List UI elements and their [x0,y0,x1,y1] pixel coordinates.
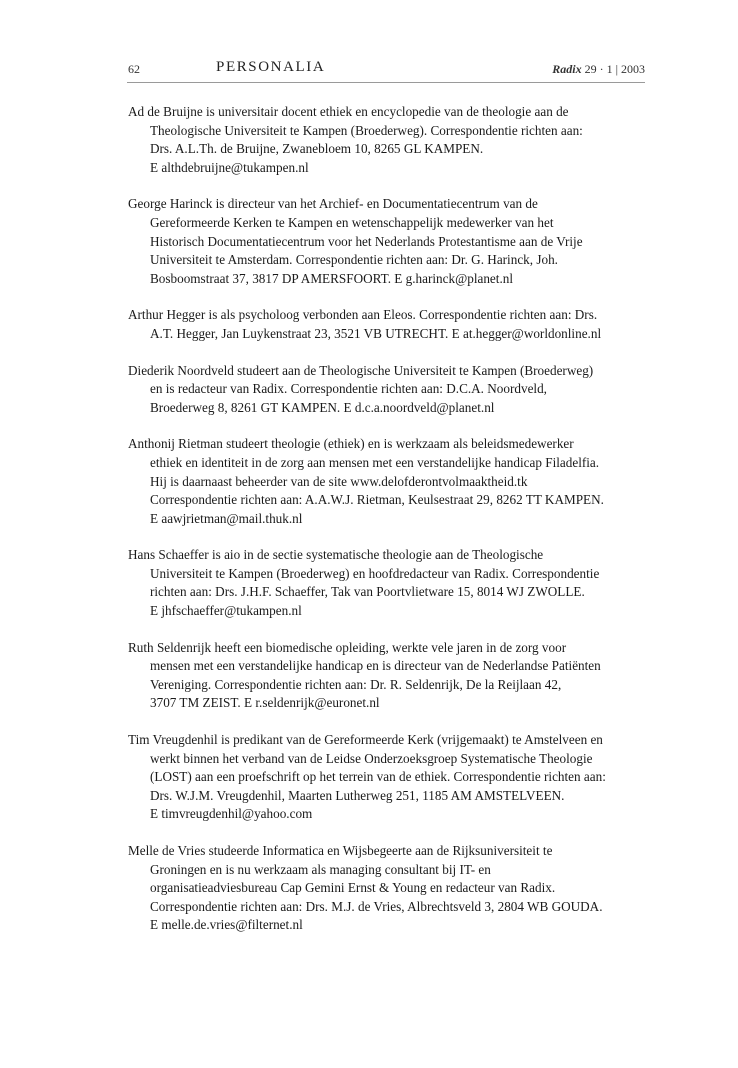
journal-name: Radix [552,62,582,76]
entry-line: A.T. Hegger, Jan Luykenstraat 23, 3521 VB UTRECHT. E at.hegger@worldonline.nl [150,325,602,341]
entry-line: Hij is daarnaast beheerder van de site www.delofderontvolmaaktheid.tk [150,473,528,489]
entry-line: en is redacteur van Radix. Correspondentie richten aan: D.C.A. Noordveld, [150,381,547,397]
entry-first-line: Arthur Hegger is als psycholoog verbonden aan Eleos. Correspondentie richten aan: Drs. [128,307,598,323]
page-number: 62 [128,62,140,76]
entry-line: Theologische Universiteit te Kampen (Broederweg). Correspondentie richten aan: [150,122,583,138]
contributor-entry [128,731,650,824]
journal-issue: 29 · 1 | 2003 [584,62,645,76]
entry-first-line: Diederik Noordveld studeert aan de Theologische Universiteit te Kampen (Broederweg) [128,362,594,378]
entry-line: E timvreugdenhil@yahoo.com [150,806,313,822]
entry-line: E althdebruijne@tukampen.nl [150,159,309,175]
entry-line: ethiek en identiteit in de zorg aan mensen met een verstandelijke handicap Filadelfia. [150,454,600,470]
entry-line: organisatieadviesbureau Cap Gemini Ernst & Young en redacteur van Radix. [150,880,556,896]
contributor-entry [128,195,650,288]
entry-line: Gereformeerde Kerken te Kampen en wetenschappelijk medewerker van het [150,214,554,230]
entry-line: Universiteit te Kampen (Broederweg) en hoofdredacteur van Radix. Correspondentie [150,565,600,581]
contributor-entry [128,842,650,935]
entry-line: Drs. A.L.Th. de Bruijne, Zwanebloem 10, 8265 GL KAMPEN. [150,141,484,157]
journal-reference [552,62,645,77]
entry-line: Vereniging. Correspondentie richten aan: Dr. R. Seldenrijk, De la Reijlaan 42, [150,676,562,692]
entry-first-line: Ad de Bruijne is universitair docent ethiek en encyclopedie van de theologie aan de [128,104,569,119]
contributor-entry [128,362,650,418]
personalia-list [128,103,650,953]
entry-line: Drs. W.J.M. Vreugdenhil, Maarten Lutherweg 251, 1185 AM AMSTELVEEN. [150,787,565,803]
entry-line: Correspondentie richten aan: A.A.W.J. Rietman, Keulsestraat 29, 8262 TT KAMPEN. [150,492,604,508]
entry-first-line: Anthonij Rietman studeert theologie (ethiek) en is werkzaam als beleidsmedewerker [128,436,574,452]
contributor-entry [128,435,650,528]
entry-line: E jhfschaeffer@tukampen.nl [150,603,302,619]
entry-line: mensen met een verstandelijke handicap en is directeur van de Nederlandse Patiënten [150,658,601,674]
entry-line: (LOST) aan een proefschrift op het terrein van de ethiek. Correspondentie richten aan: [150,769,606,785]
entry-line: E melle.de.vries@filternet.nl [150,917,303,933]
entry-line: Universiteit te Amsterdam. Correspondentie richten aan: Dr. G. Harinck, Joh. [150,252,558,268]
running-header [127,58,645,83]
entry-first-line: Melle de Vries studeerde Informatica en Wijsbegeerte aan de Rijksuniversiteit te [128,843,553,858]
entry-first-line: George Harinck is directeur van het Archief- en Documentatiecentrum van de [128,196,538,212]
entry-line: Correspondentie richten aan: Drs. M.J. de Vries, Albrechtsveld 3, 2804 WB GOUDA. [150,898,603,914]
contributor-entry [128,546,650,620]
entry-first-line: Hans Schaeffer is aio in de sectie systematische theologie aan de Theologische [128,547,544,563]
contributor-entry [128,306,650,343]
contributor-entry [128,103,650,177]
entry-line: Bosboomstraat 37, 3817 DP AMERSFOORT. E g.harinck@planet.nl [150,270,514,286]
entry-line: 3707 TM ZEIST. E r.seldenrijk@euronet.nl [150,695,380,711]
entry-line: Groningen en is nu werkzaam als managing consultant bij IT- en [150,861,491,877]
entry-line: Broederweg 8, 8261 GT KAMPEN. E d.c.a.noordveld@planet.nl [150,399,495,415]
entry-first-line: Ruth Seldenrijk heeft een biomedische opleiding, werkte vele jaren in de zorg voor [128,639,567,655]
entry-line: Historisch Documentatiecentrum voor het Nederlands Protestantisme aan de Vrije [150,233,583,249]
entry-line: E aawjrietman@mail.thuk.nl [150,510,303,526]
contributor-entry [128,639,650,713]
entry-line: richten aan: Drs. J.H.F. Schaeffer, Tak van Poortvlietware 15, 8014 WJ ZWOLLE. [150,584,585,600]
section-title: PERSONALIA [216,59,326,75]
entry-line: werkt binnen het verband van de Leidse Onderzoeksgroep Systematische Theologie [150,750,593,766]
entry-first-line: Tim Vreugdenhil is predikant van de Gereformeerde Kerk (vrijgemaakt) te Amstelveen en [128,732,603,748]
